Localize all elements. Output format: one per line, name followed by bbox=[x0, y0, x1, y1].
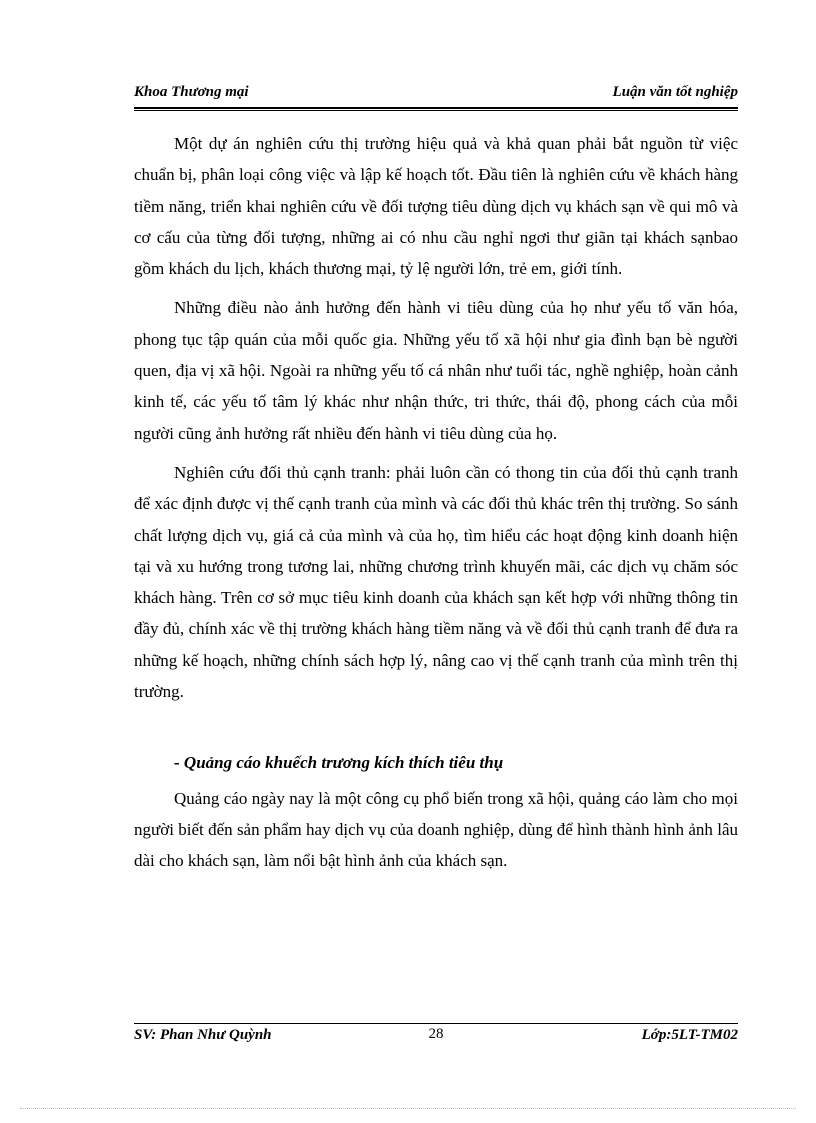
header-faculty: Khoa Thương mại bbox=[134, 84, 249, 100]
page-number: 28 bbox=[428, 1026, 444, 1042]
paragraph-market-research: Một dự án nghiên cứu thị trường hiệu quả và khả quan phải bắt nguồn từ việc chuẩn bị, phân loại công việc và lập kế hoạch tốt. Đầu tiên là nghiên cứu về khách hàng tiềm năng, triển khai nghiên cứu về đối tượng tiêu dùng dịch vụ khách sạn về qui mô và cơ cấu của từng đối tượng, những ai có nhu cầu nghỉ ngơi thư giãn tại khách sạnbao gồm khách du lịch, khách thương mại, tỷ lệ người lớn, trẻ em, giới tính. bbox=[134, 134, 738, 279]
footer-student-name: SV: Phan Như Quỳnh bbox=[134, 1027, 272, 1043]
header-rule bbox=[134, 107, 738, 111]
page-footer bbox=[134, 1027, 738, 1049]
paragraph-consumer-behavior: Những điều nào ảnh hưởng đến hành vi tiêu dùng của họ như yếu tố văn hóa, phong tục tập quán của mỗi quốc gia. Những yếu tố xã hội như gia đình bạn bè người quen, địa vị xã hội. Ngoài ra những yếu tố cá nhân như tuổi tác, nghề nghiệp, hoàn cảnh kinh tế, các yếu tố tâm lý khác như nhận thức, tri thức, thái độ, phong cách của mỗi người cũng ảnh hưởng rất nhiều đến hành vi tiêu dùng của họ. bbox=[134, 298, 738, 443]
page-body bbox=[134, 128, 738, 885]
page-break-divider bbox=[20, 1108, 796, 1109]
page-header bbox=[134, 84, 738, 106]
footer-class: Lớp:5LT-TM02 bbox=[641, 1027, 738, 1043]
section-heading-advertising: - Quảng cáo khuếch trương kích thích tiêu thụ bbox=[174, 753, 504, 773]
footer-rule bbox=[134, 1023, 738, 1024]
header-thesis-title: Luận văn tốt nghiệp bbox=[612, 84, 738, 100]
paragraph-competitor-research: Nghiên cứu đối thủ cạnh tranh: phải luôn cần có thong tin của đối thủ cạnh tranh để xác định được vị thế cạnh tranh của mình và các đối thủ khác trên thị trường. So sánh chất lượng dịch vụ, giá cả của mình và của họ, tìm hiểu các hoạt động kinh doanh hiện tại và xu hướng trong tương lai, những chương trình khuyến mãi, các dịch vụ chăm sóc khách hàng. Trên cơ sở mục tiêu kinh doanh của khách sạn kết hợp với những thông tin đầy đủ, chính xác về thị trường khách hàng tiềm năng và về đối thủ cạnh tranh để đưa ra những kế hoạch, những chính sách hợp lý, nâng cao vị thế cạnh tranh của mình trên thị trường. bbox=[134, 462, 738, 702]
paragraph-advertising: Quảng cáo ngày nay là một công cụ phổ biến trong xã hội, quảng cáo làm cho mọi người biết đến sản phẩm hay dịch vụ của doanh nghiệp, dùng để hình thành hình ảnh lâu dài cho khách sạn, làm nổi bật hình ảnh của khách sạn. bbox=[134, 788, 738, 871]
